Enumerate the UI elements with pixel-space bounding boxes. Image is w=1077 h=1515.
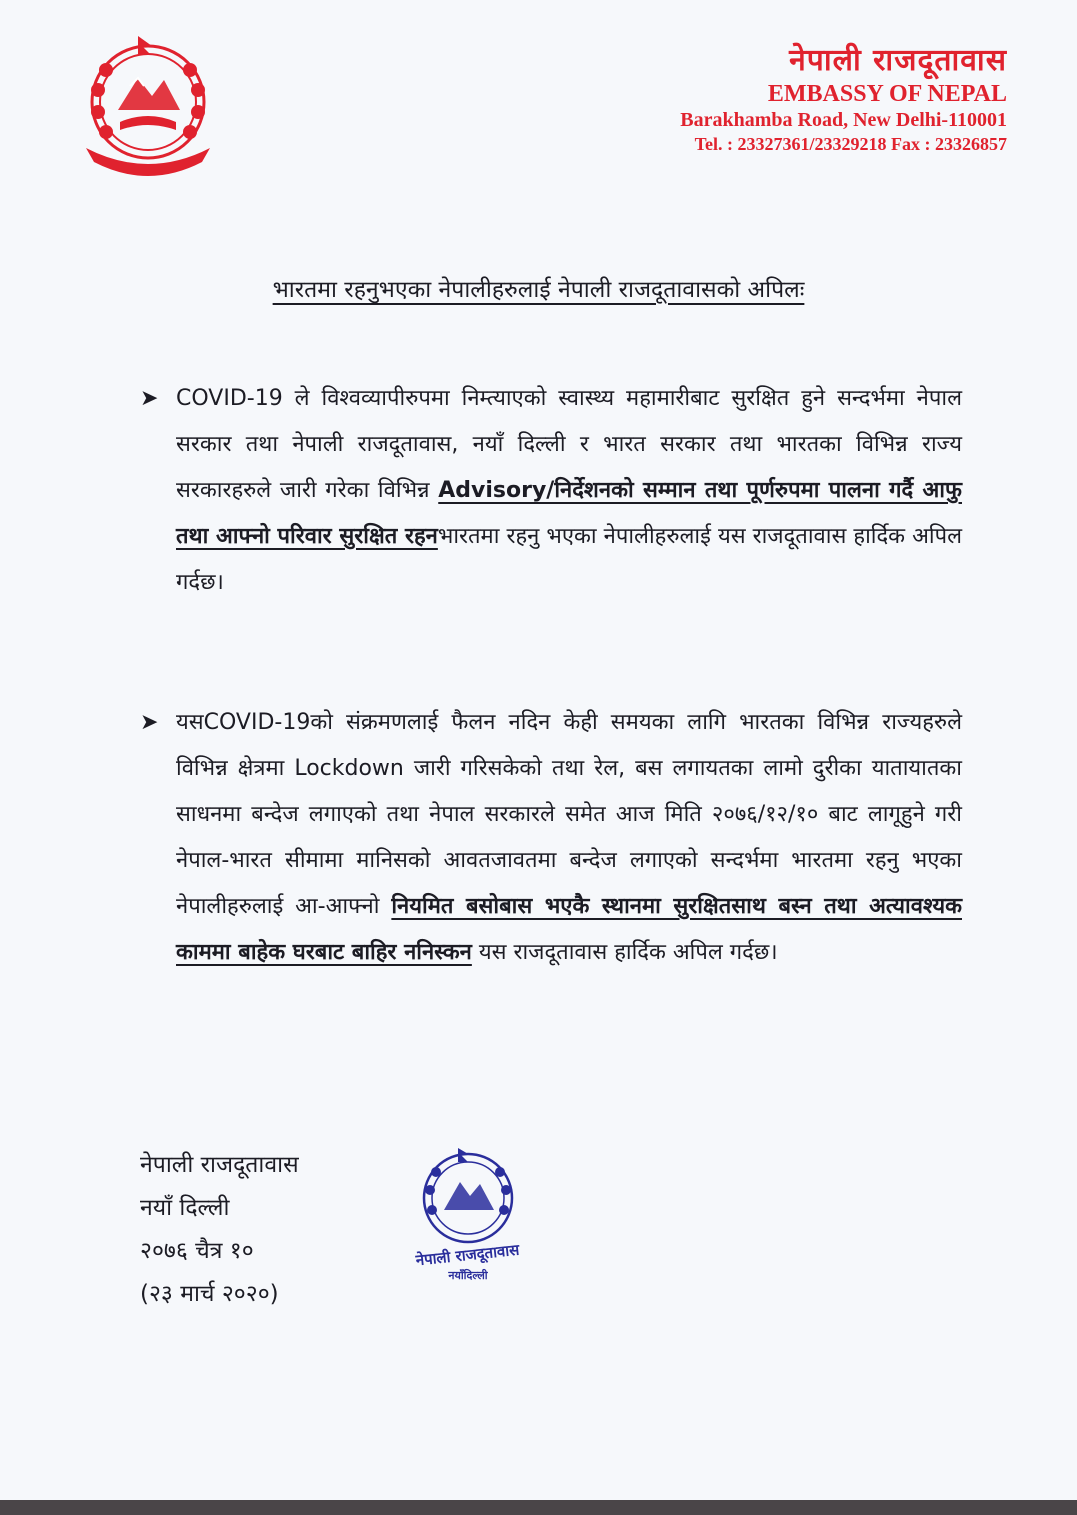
bottom-bar xyxy=(0,1500,1077,1515)
signature-block xyxy=(140,1144,299,1316)
embassy-stamp xyxy=(388,1138,548,1288)
embassy-address: Barakhamba Road, New Delhi-110001 xyxy=(680,109,1007,131)
arrow-bullet-icon: ➤ xyxy=(140,386,159,411)
embassy-contact: Tel. : 23327361/23329218 Fax : 23326857 xyxy=(694,134,1007,154)
appeal-text: यस राजदूतावास हार्दिक अपिल गर्दछ। xyxy=(471,940,778,965)
signature-city: नयाँ दिल्ली xyxy=(140,1195,230,1221)
signature-date-bs: २०७६ चैत्र १० xyxy=(140,1238,254,1264)
appeal-point-text xyxy=(176,700,962,976)
appeal-point-1 xyxy=(140,376,962,606)
appeal-text: भारतमा रहनु भएका नेपालीहरुलाई यस राजदूतावास हार्दिक अपिल गर्दछ। xyxy=(176,524,962,595)
appeal-emphasis: Advisory/निर्देशनको सम्मान तथा पूर्णरुपमा पालना गर्दै आफु तथा आफ्नो परिवार सुरक्षित रहन xyxy=(176,478,962,549)
embassy-name-english: EMBASSY OF NEPAL xyxy=(767,81,1007,107)
document-title: भारतमा रहनुभएका नेपालीहरुलाई नेपाली राजदूतावासको अपिलः xyxy=(272,277,805,303)
stamp-subtext: नयाँदिल्ली xyxy=(448,1269,488,1282)
arrow-bullet-icon: ➤ xyxy=(140,710,159,735)
appeal-emphasis: नियमित बसोबास भएकै स्थानमा सुरक्षितसाथ बस्न तथा अत्यावश्यक काममा बाहेक घरबाट बाहिर ननिस्कन xyxy=(176,894,962,965)
letterhead xyxy=(680,42,1007,155)
signature-date-ad: (२३ मार्च २०२०) xyxy=(140,1281,279,1307)
appeal-text: यसCOVID-19को संक्रमणलाई फैलन नदिन केही समयका लागि भारतका विभिन्न राज्यहरुले विभिन्न क्षेत्रमा Lockdown जारी गरिसकेको तथा रेल, बस लगायतका लामो दुरीका यातायातका साधनमा बन्देज लगाएको तथा नेपाल सरकारले समेत आज मिति २०७६/१२/१० बाट लागूहुने गरी नेपाल-भारत सीमामा मानिसको आवतजावतमा बन्देज लगाएको सन्दर्भमा भारतमा रहनु भएका नेपालीहरुलाई आ-आफ्नो xyxy=(176,710,962,919)
appeal-text: COVID-19 ले विश्वव्यापीरुपमा निम्त्याएको स्वास्थ्य महामारीबाट सुरक्षित हुने सन्दर्भमा नेपाल सरकार तथा नेपाली राजदूतावास, नयाँ दिल्ली र भारत सरकार तथा भारतका विभिन्न राज्य सरकारहरुले जारी गरेका विभिन्न xyxy=(176,386,962,503)
nepal-emblem-icon xyxy=(68,30,228,182)
appeal-point-2 xyxy=(140,700,962,976)
appeal-point-text xyxy=(176,376,962,606)
stamp-text: नेपाली राजदूतावास xyxy=(414,1240,521,1270)
embassy-name-nepali: नेपाली राजदूतावास xyxy=(789,43,1007,78)
signature-org: नेपाली राजदूतावास xyxy=(140,1152,299,1178)
